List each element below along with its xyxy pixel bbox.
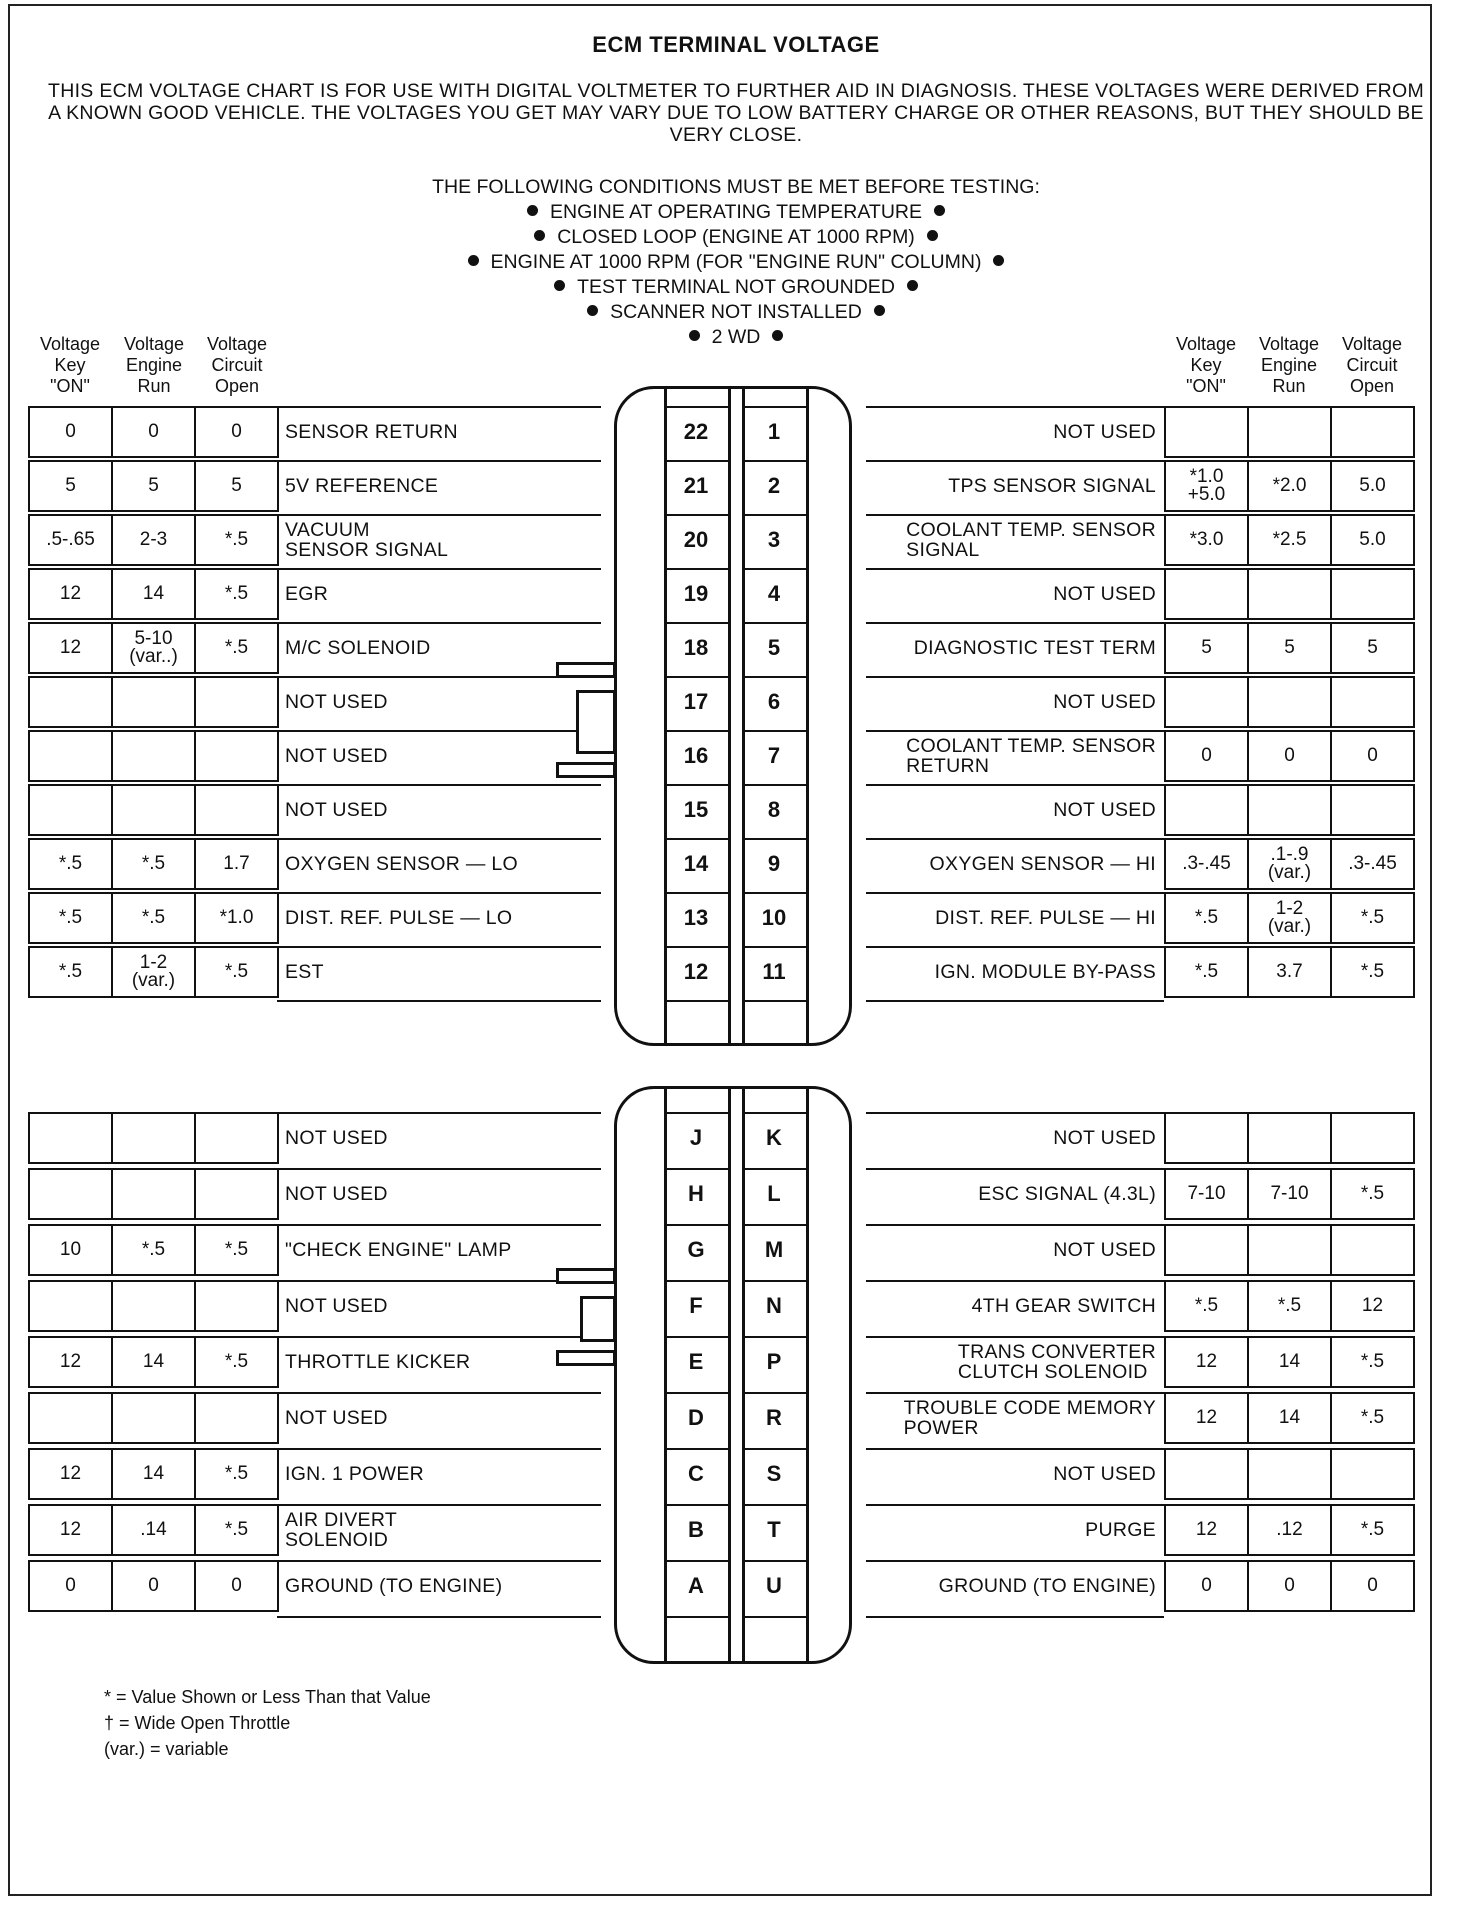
voltage-cell (1330, 784, 1415, 836)
voltage-cell: 7-10 (1164, 1168, 1249, 1220)
connector-rail (664, 1086, 667, 1664)
voltage-cell (1247, 1112, 1332, 1164)
voltage-cell (194, 1168, 279, 1220)
voltage-cell: 14 (111, 1336, 196, 1388)
voltage-cell: *.5 (194, 514, 279, 566)
terminal-description: GROUND (TO ENGINE) (277, 1560, 601, 1610)
bullet-icon (554, 280, 565, 291)
pin-number: S (766, 1461, 782, 1486)
pin-divider (742, 730, 806, 732)
voltage-cell (194, 1280, 279, 1332)
voltage-cell: 0 (194, 406, 279, 458)
pin-number: 17 (683, 689, 709, 714)
table-rule (277, 1616, 601, 1618)
pin-number: 16 (683, 743, 709, 768)
pin-divider (742, 568, 806, 570)
terminal-description: 4TH GEAR SWITCH (866, 1280, 1164, 1330)
voltage-cell: .14 (111, 1504, 196, 1556)
voltage-cell: 0 (28, 1560, 113, 1612)
terminal-description: COOLANT TEMP. SENSOR SIGNAL (866, 514, 1164, 564)
voltage-cell (1164, 1448, 1249, 1500)
terminal-description: NOT USED (277, 784, 601, 834)
connector-tab (576, 690, 616, 754)
voltage-cell: *.5 (1247, 1280, 1332, 1332)
voltage-cell: 0 (1164, 1560, 1249, 1612)
voltage-cell: 2-3 (111, 514, 196, 566)
bullet-icon (927, 230, 938, 241)
voltage-cell: .12 (1247, 1504, 1332, 1556)
connector-tab (556, 662, 616, 678)
condition-item: SCANNER NOT INSTALLED (0, 300, 1472, 325)
pin-number: A (688, 1573, 704, 1598)
pin-number: 11 (762, 959, 786, 984)
voltage-cell: 14 (111, 1448, 196, 1500)
voltage-cell (1164, 568, 1249, 620)
voltage-cell: *1.0 +5.0 (1164, 460, 1249, 512)
pin-divider (664, 892, 728, 894)
pin-number: R (766, 1405, 782, 1430)
pin-number: K (766, 1125, 782, 1150)
col-header-key-on: Voltage Key "ON" (39, 334, 101, 396)
pin-number: 8 (767, 797, 781, 822)
terminal-description: THROTTLE KICKER (277, 1336, 601, 1386)
pin-divider (664, 1168, 728, 1170)
table-rule (866, 1616, 1164, 1618)
pin-number: B (688, 1517, 704, 1542)
pin-number: G (687, 1237, 705, 1262)
voltage-cell: 14 (1247, 1392, 1332, 1444)
pin-number: D (688, 1405, 704, 1430)
pin-divider (664, 838, 728, 840)
pin-number: L (767, 1181, 781, 1206)
voltage-cell (194, 730, 279, 782)
pin-number: T (767, 1517, 781, 1542)
pin-divider (664, 1112, 728, 1114)
bullet-icon (468, 255, 479, 266)
voltage-cell (1330, 1448, 1415, 1500)
voltage-cell: 14 (111, 568, 196, 620)
pin-divider (742, 838, 806, 840)
voltage-cell (1330, 568, 1415, 620)
pin-number: 19 (683, 581, 709, 606)
pin-number: M (764, 1237, 784, 1262)
voltage-cell: 0 (194, 1560, 279, 1612)
col-header-circuit-open-right: Voltage Circuit Open (1341, 334, 1403, 396)
voltage-cell (28, 1168, 113, 1220)
voltage-cell: 0 (28, 406, 113, 458)
voltage-cell: *.5 (111, 892, 196, 944)
voltage-cell: 12 (1164, 1336, 1249, 1388)
voltage-cell (111, 1168, 196, 1220)
connector-rail (742, 386, 745, 1046)
voltage-cell (1247, 1224, 1332, 1276)
voltage-cell: 0 (1330, 1560, 1415, 1612)
legend-item: * = Value Shown or Less Than that Value (104, 1687, 431, 1707)
voltage-cell: 1.7 (194, 838, 279, 890)
bullet-icon (993, 255, 1004, 266)
voltage-cell: .5-.65 (28, 514, 113, 566)
voltage-cell (1330, 406, 1415, 458)
pin-divider (664, 622, 728, 624)
voltage-cell: 7-10 (1247, 1168, 1332, 1220)
voltage-cell: *.5 (194, 946, 279, 998)
voltage-cell: 12 (28, 1504, 113, 1556)
pin-divider (742, 1224, 806, 1226)
bullet-icon (587, 305, 598, 316)
condition-item: CLOSED LOOP (ENGINE AT 1000 RPM) (0, 225, 1472, 250)
voltage-cell (1164, 1224, 1249, 1276)
pin-divider (742, 1168, 806, 1170)
terminal-description: OXYGEN SENSOR — HI (866, 838, 1164, 888)
pin-number: 3 (767, 527, 781, 552)
terminal-description: NOT USED (866, 676, 1164, 726)
condition-item: 2 WD (0, 325, 1472, 350)
pin-divider (664, 514, 728, 516)
voltage-cell: 1-2 (var.) (1247, 892, 1332, 944)
connector-top (614, 386, 852, 1046)
terminal-description: 5V REFERENCE (277, 460, 601, 510)
bullet-icon (772, 330, 783, 341)
pin-number: H (688, 1181, 704, 1206)
voltage-cell: *.5 (1164, 946, 1249, 998)
pin-divider (742, 1000, 806, 1002)
voltage-cell: .3-.45 (1330, 838, 1415, 890)
pin-divider (664, 406, 728, 408)
pin-number: 6 (767, 689, 781, 714)
voltage-cell: 0 (1330, 730, 1415, 782)
pin-divider (664, 1616, 728, 1618)
voltage-cell (28, 1280, 113, 1332)
voltage-cell: *3.0 (1164, 514, 1249, 566)
pin-divider (664, 1224, 728, 1226)
connector-tab (580, 1296, 616, 1342)
terminal-description: NOT USED (866, 1112, 1164, 1162)
voltage-cell: 10 (28, 1224, 113, 1276)
voltage-cell (28, 676, 113, 728)
pin-divider (664, 1336, 728, 1338)
pin-number: P (766, 1349, 782, 1374)
pin-number: C (688, 1461, 704, 1486)
voltage-cell (194, 676, 279, 728)
voltage-cell: 5.0 (1330, 514, 1415, 566)
voltage-cell: 5 (194, 460, 279, 512)
connector-tab (556, 762, 616, 778)
terminal-description: DIAGNOSTIC TEST TERM (866, 622, 1164, 672)
pin-number: U (766, 1573, 782, 1598)
pin-divider (742, 1336, 806, 1338)
voltage-cell: *.5 (1164, 1280, 1249, 1332)
voltage-cell (28, 730, 113, 782)
voltage-cell (111, 730, 196, 782)
terminal-description: M/C SOLENOID (277, 622, 601, 672)
voltage-cell: *.5 (28, 892, 113, 944)
voltage-cell: 1-2 (var.) (111, 946, 196, 998)
voltage-cell: 0 (1247, 730, 1332, 782)
pin-number: E (688, 1349, 704, 1374)
voltage-cell: *2.0 (1247, 460, 1332, 512)
terminal-description: NOT USED (277, 1280, 601, 1330)
pin-divider (664, 784, 728, 786)
voltage-cell: *.5 (1330, 1504, 1415, 1556)
voltage-cell (1164, 676, 1249, 728)
condition-item: ENGINE AT OPERATING TEMPERATURE (0, 200, 1472, 225)
voltage-cell (1330, 1224, 1415, 1276)
voltage-cell: .1-.9 (var.) (1247, 838, 1332, 890)
legend-item: † = Wide Open Throttle (104, 1713, 291, 1733)
connector-tab (556, 1268, 616, 1284)
voltage-cell: 0 (111, 1560, 196, 1612)
conditions-heading: THE FOLLOWING CONDITIONS MUST BE MET BEFORE TESTING: (432, 176, 1040, 198)
voltage-cell (1247, 406, 1332, 458)
table-rule (866, 1000, 1164, 1002)
bullet-icon (934, 205, 945, 216)
voltage-cell: 12 (28, 1336, 113, 1388)
terminal-description: AIR DIVERT SOLENOID (277, 1504, 601, 1554)
pin-number: 13 (683, 905, 709, 930)
voltage-cell (1164, 406, 1249, 458)
voltage-cell: *.5 (194, 1448, 279, 1500)
pin-divider (664, 946, 728, 948)
pin-divider (742, 1560, 806, 1562)
connector-rail (806, 386, 809, 1046)
voltage-cell: *.5 (111, 838, 196, 890)
pin-number: 5 (767, 635, 781, 660)
voltage-cell (1330, 676, 1415, 728)
bullet-icon (874, 305, 885, 316)
legend-item: (var.) = variable (104, 1739, 229, 1759)
terminal-description: NOT USED (277, 676, 601, 726)
pin-divider (742, 514, 806, 516)
pin-number: 2 (767, 473, 781, 498)
voltage-cell (111, 1280, 196, 1332)
voltage-cell: *.5 (28, 838, 113, 890)
voltage-cell (1247, 676, 1332, 728)
connector-rail (664, 386, 667, 1046)
terminal-description: "CHECK ENGINE" LAMP (277, 1224, 601, 1274)
voltage-cell: 5-10 (var..) (111, 622, 196, 674)
terminal-description: PURGE (866, 1504, 1164, 1554)
terminal-description: TPS SENSOR SIGNAL (866, 460, 1164, 510)
voltage-cell: *.5 (194, 1336, 279, 1388)
col-header-engine-run: Voltage Engine Run (123, 334, 185, 396)
pin-number: N (766, 1293, 782, 1318)
voltage-cell: 5 (1247, 622, 1332, 674)
pin-divider (664, 568, 728, 570)
terminal-description: IGN. MODULE BY-PASS (866, 946, 1164, 996)
pin-number: 1 (767, 419, 781, 444)
pin-divider (664, 1000, 728, 1002)
voltage-cell: *.5 (194, 1504, 279, 1556)
terminal-description: DIST. REF. PULSE — HI (866, 892, 1164, 942)
pin-divider (742, 1112, 806, 1114)
terminal-description: SENSOR RETURN (277, 406, 601, 456)
terminal-description: GROUND (TO ENGINE) (866, 1560, 1164, 1610)
voltage-cell: 14 (1247, 1336, 1332, 1388)
col-header-circuit-open: Voltage Circuit Open (206, 334, 268, 396)
terminal-description: COOLANT TEMP. SENSOR RETURN (866, 730, 1164, 780)
voltage-cell: 12 (28, 622, 113, 674)
voltage-cell: 12 (1330, 1280, 1415, 1332)
terminal-description: TROUBLE CODE MEMORY POWER (866, 1392, 1164, 1442)
voltage-cell (1330, 1112, 1415, 1164)
intro-paragraph: THIS ECM VOLTAGE CHART IS FOR USE WITH DIGITAL VOLTMETER TO FURTHER AID IN DIAGNOSIS. THESE VOLTAGES WERE DERIVED FROM A KNOWN GOOD VEHICLE. THE VOLTAGES YOU GET MAY VARY DUE TO LOW BATTERY CHARGE OR OTHER REASONS, BUT THEY SHOULD BE VERY CLOSE. (47, 80, 1425, 146)
terminal-description: EST (277, 946, 601, 996)
pin-number: 7 (767, 743, 781, 768)
pin-divider (742, 1616, 806, 1618)
pin-number: F (689, 1293, 703, 1318)
voltage-cell (28, 1392, 113, 1444)
connector-rail (728, 1086, 731, 1664)
voltage-cell: 0 (1247, 1560, 1332, 1612)
pin-number: 20 (683, 527, 709, 552)
pin-divider (664, 1448, 728, 1450)
voltage-cell: 5 (1330, 622, 1415, 674)
pin-number: 12 (683, 959, 709, 984)
voltage-cell: *.5 (1330, 892, 1415, 944)
pin-divider (742, 622, 806, 624)
voltage-cell: *.5 (111, 1224, 196, 1276)
terminal-description: ESC SIGNAL (4.3L) (866, 1168, 1164, 1218)
col-header-key-on-right: Voltage Key "ON" (1175, 334, 1237, 396)
bullet-icon (527, 205, 538, 216)
connector-bottom (614, 1086, 852, 1664)
voltage-cell: 12 (28, 1448, 113, 1500)
pin-divider (742, 460, 806, 462)
pin-number: 9 (767, 851, 781, 876)
pin-divider (742, 1392, 806, 1394)
voltage-cell (1164, 1112, 1249, 1164)
bullet-icon (534, 230, 545, 241)
terminal-description: DIST. REF. PULSE — LO (277, 892, 601, 942)
voltage-cell: 3.7 (1247, 946, 1332, 998)
connector-tab (556, 1350, 616, 1366)
pin-divider (664, 1280, 728, 1282)
connector-rail (806, 1086, 809, 1664)
terminal-description: NOT USED (277, 730, 601, 780)
pin-divider (742, 892, 806, 894)
voltage-cell: 5 (1164, 622, 1249, 674)
connector-rail (742, 1086, 745, 1664)
terminal-description: NOT USED (866, 1448, 1164, 1498)
pin-number: 4 (767, 581, 781, 606)
pin-divider (742, 784, 806, 786)
bullet-icon (689, 330, 700, 341)
voltage-cell: *.5 (1330, 1336, 1415, 1388)
terminal-description: TRANS CONVERTER CLUTCH SOLENOID (866, 1336, 1164, 1386)
pin-divider (664, 1504, 728, 1506)
voltage-cell: *2.5 (1247, 514, 1332, 566)
pin-number: 18 (683, 635, 709, 660)
pin-divider (742, 676, 806, 678)
voltage-cell (28, 1112, 113, 1164)
voltage-cell: *.5 (194, 1224, 279, 1276)
voltage-cell (194, 1392, 279, 1444)
col-header-engine-run-right: Voltage Engine Run (1258, 334, 1320, 396)
terminal-description: NOT USED (866, 784, 1164, 834)
terminal-description: OXYGEN SENSOR — LO (277, 838, 601, 888)
pin-number: 15 (683, 797, 709, 822)
voltage-cell: 5 (28, 460, 113, 512)
voltage-cell (111, 1392, 196, 1444)
condition-item: ENGINE AT 1000 RPM (FOR "ENGINE RUN" COLUMN) (0, 250, 1472, 275)
terminal-description: NOT USED (277, 1168, 601, 1218)
voltage-cell: 0 (111, 406, 196, 458)
pin-divider (664, 1392, 728, 1394)
page-title: ECM TERMINAL VOLTAGE (592, 32, 880, 57)
pin-divider (664, 460, 728, 462)
pin-number: 14 (683, 851, 709, 876)
pin-divider (742, 406, 806, 408)
pin-divider (742, 1448, 806, 1450)
voltage-cell (194, 1112, 279, 1164)
voltage-cell: 5.0 (1330, 460, 1415, 512)
pin-number: 21 (683, 473, 709, 498)
voltage-cell: 12 (1164, 1504, 1249, 1556)
voltage-cell: *.5 (1330, 1168, 1415, 1220)
voltage-cell (111, 676, 196, 728)
pin-number: 22 (683, 419, 709, 444)
pin-divider (742, 1504, 806, 1506)
pin-divider (664, 730, 728, 732)
terminal-description: NOT USED (277, 1392, 601, 1442)
voltage-cell (194, 784, 279, 836)
voltage-cell: 0 (1164, 730, 1249, 782)
voltage-cell: 5 (111, 460, 196, 512)
terminal-description: EGR (277, 568, 601, 618)
voltage-cell (1164, 784, 1249, 836)
pin-divider (664, 1560, 728, 1562)
pin-divider (742, 1280, 806, 1282)
voltage-cell (1247, 784, 1332, 836)
terminal-description: NOT USED (866, 406, 1164, 456)
pin-divider (742, 946, 806, 948)
bullet-icon (907, 280, 918, 291)
voltage-cell: *.5 (1164, 892, 1249, 944)
terminal-description: NOT USED (866, 1224, 1164, 1274)
voltage-cell (111, 1112, 196, 1164)
voltage-cell: *.5 (194, 568, 279, 620)
table-rule (277, 1000, 601, 1002)
voltage-cell: *1.0 (194, 892, 279, 944)
voltage-cell: 12 (1164, 1392, 1249, 1444)
voltage-cell: 12 (28, 568, 113, 620)
pin-divider (664, 676, 728, 678)
voltage-cell: *.5 (28, 946, 113, 998)
pin-number: 10 (761, 905, 787, 930)
voltage-cell (111, 784, 196, 836)
terminal-description: NOT USED (277, 1112, 601, 1162)
voltage-cell (1247, 568, 1332, 620)
condition-item: TEST TERMINAL NOT GROUNDED (0, 275, 1472, 300)
voltage-cell: *.5 (194, 622, 279, 674)
voltage-cell: .3-.45 (1164, 838, 1249, 890)
terminal-description: NOT USED (866, 568, 1164, 618)
connector-rail (728, 386, 731, 1046)
voltage-cell: *.5 (1330, 1392, 1415, 1444)
terminal-description: VACUUM SENSOR SIGNAL (277, 514, 601, 564)
terminal-description: IGN. 1 POWER (277, 1448, 601, 1498)
voltage-cell: *.5 (1330, 946, 1415, 998)
voltage-cell (1247, 1448, 1332, 1500)
pin-number: J (689, 1125, 703, 1150)
voltage-cell (28, 784, 113, 836)
